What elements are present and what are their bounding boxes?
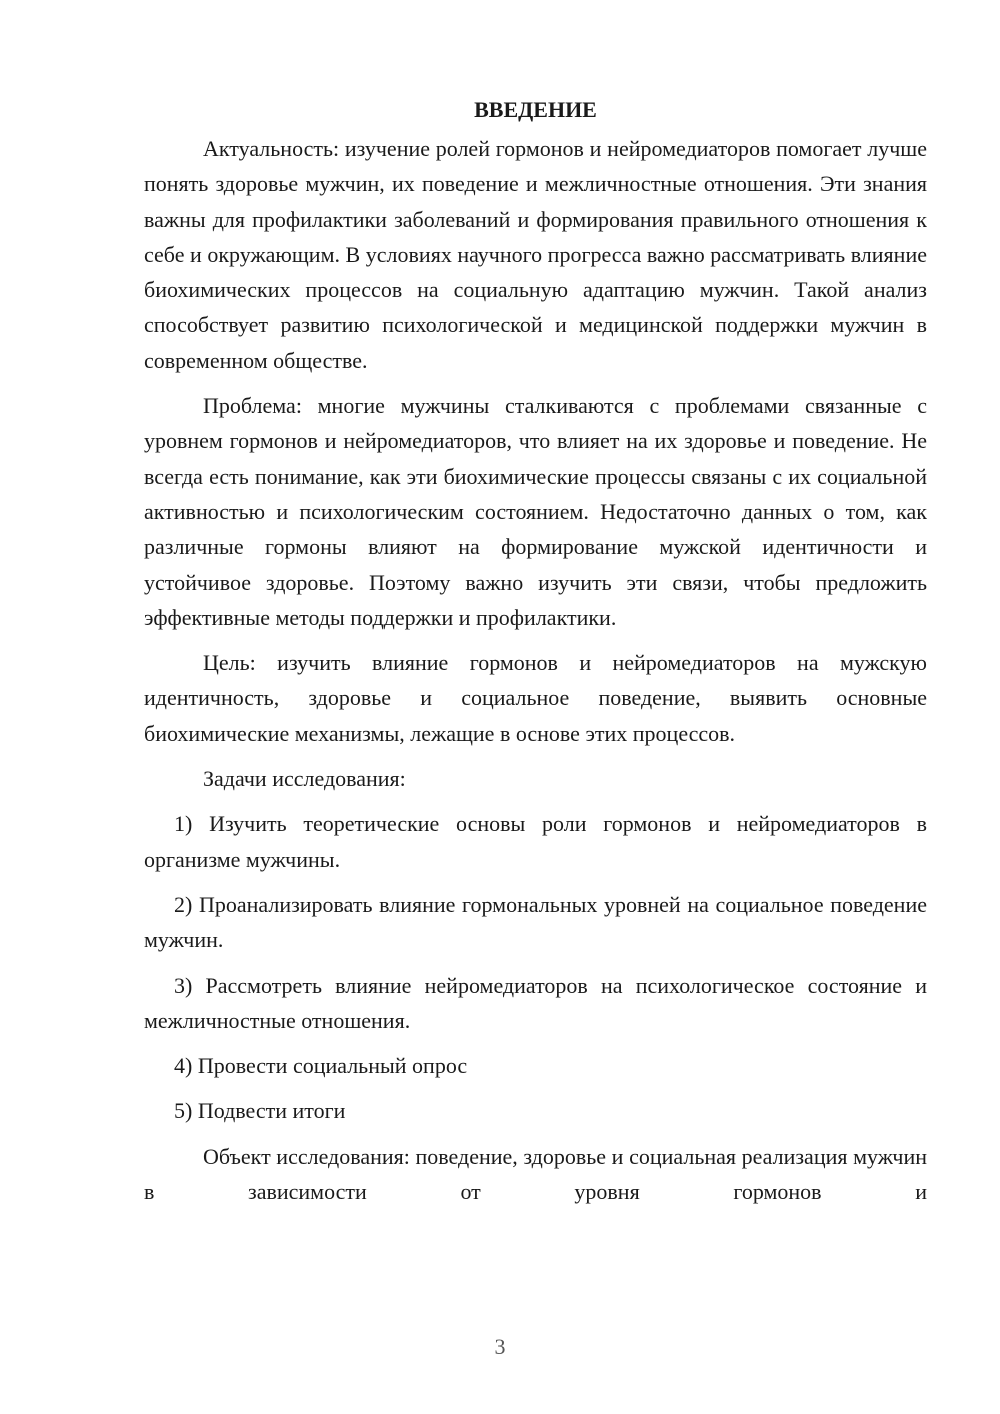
list-item: 2) Проанализировать влияние гормональных уровней на социальное поведение мужчин.: [144, 891, 927, 953]
tasks-list: [144, 806, 927, 1128]
tasks-heading: Задачи исследования:: [203, 766, 406, 792]
problem-paragraph: Проблема: многие мужчины сталкиваются с проблемами связанные с уровнем гормонов и нейромедиаторов, что влияет на их здоровье и поведение. Не всегда есть понимание, как эти биохимические процессы связаны с их социальной активностью и психологическим состоянием. Недостаточно данных о том, как различные гормоны влияют на формирование мужской идентичности и устойчивое здоровье. Поэтому важно изучить эти связи, чтобы предложить эффективные методы поддержки и профилактики.: [144, 393, 927, 630]
page-number: 3: [494, 1334, 506, 1359]
list-item: 4) Провести социальный опрос: [174, 1053, 468, 1079]
list-item: 3) Рассмотреть влияние нейромедиаторов на психологическое состояние и межличностные отношения.: [144, 972, 927, 1033]
goal-paragraph: Цель: изучить влияние гормонов и нейромедиаторов на мужскую идентичность, здоровье и социальное поведение, выявить основные биохимические механизмы, лежащие в основе этих процессов.: [144, 650, 927, 746]
list-item: 5) Подвести итоги: [174, 1098, 346, 1124]
section-title: ВВЕДЕНИЕ: [474, 97, 597, 122]
list-item: 1) Изучить теоретические основы роли гормонов и нейромедиаторов в организме мужчины.: [144, 811, 927, 872]
object-paragraph: Объект исследования: поведение, здоровье и социальная реализация мужчин в зависимости от уровня гормонов и: [144, 1143, 927, 1205]
relevance-paragraph: Актуальность: изучение ролей гормонов и нейромедиаторов помогает лучше понять здоровье мужчин, их поведение и межличностные отношения. Эти знания важны для профилактики заболеваний и формирования правильного отношения к себе и окружающим. В условиях научного прогресса важно рассматривать влияние биохимических процессов на социальную адаптацию мужчин. Такой анализ способствует развитию психологической и медицинской поддержки мужчин в современном обществе.: [144, 136, 927, 373]
document-page: [144, 92, 927, 1209]
